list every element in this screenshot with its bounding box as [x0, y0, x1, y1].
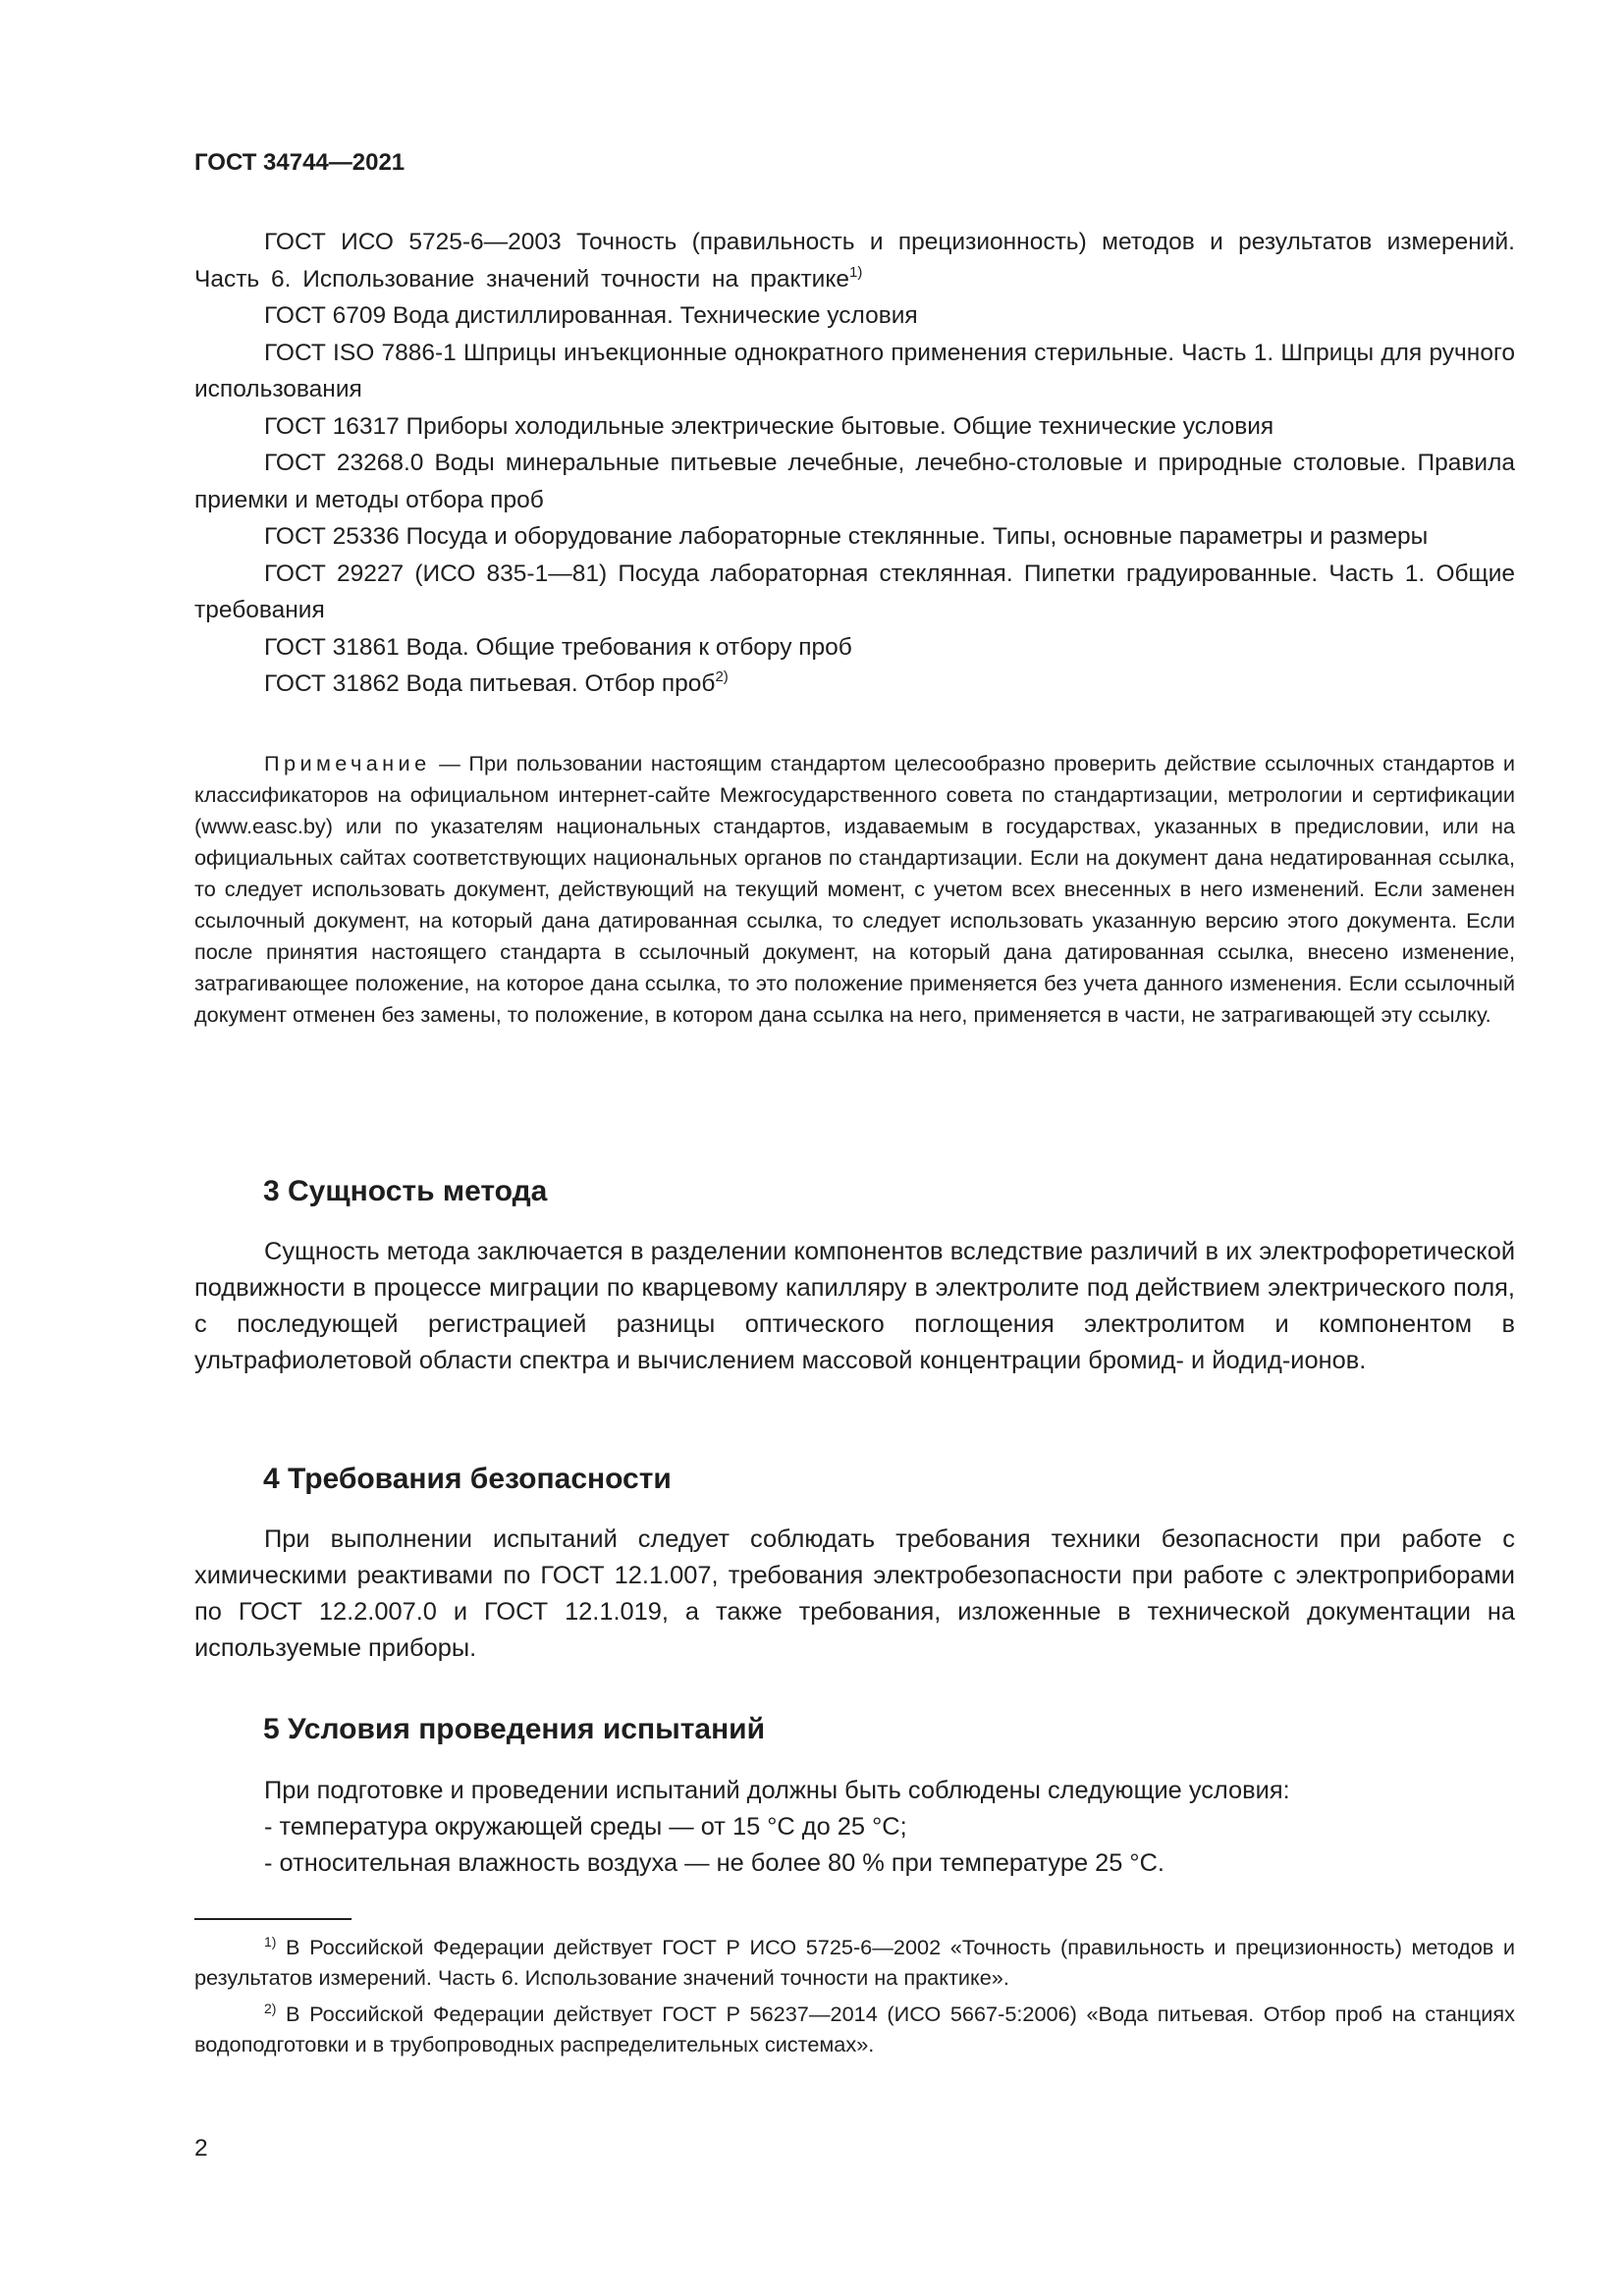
footnote-2: $^{2)}$ В Российской Федерации действует ГОСТ Р 56237—2014 (ИСО 5667-5:2006) «Вода питьевая. Отбор проб на станциях водоподготовки и в трубопроводных распределительных системах». — [194, 2001, 1515, 2056]
reference-item: ГОСТ 16317 Приборы холодильные электрические бытовые. Общие технические условия — [264, 412, 1274, 440]
footnote-divider — [194, 1918, 352, 1920]
section-3-heading: 3 Сущность метода — [263, 1175, 548, 1207]
footnotes — [194, 1932, 1515, 2059]
footnote-1: $^{1)}$ В Российской Федерации действует ГОСТ Р ИСО 5725-6—2002 «Точность (правильность и прецизионность) методов и результатов измерений. Часть 6. Использование значений точности на практике». — [194, 1934, 1515, 1990]
section-3-text: Сущность метода заключается в разделении компонентов вследствие различий в их электрофоретической подвижности в процессе миграции по кварцевому капилляру в электролите под действием электрического поля, с последующей регистрацией разницы оптического поглощения электролитом и компонентом в ультрафиолетовой области спектра и вычислением массовой концентрации бромид- и йодид-ионов. — [194, 1238, 1515, 1374]
reference-item: ГОСТ 29227 (ИСО 835-1—81) Посуда лабораторная стеклянная. Пипетки градуированные. Часть 1. Общие требования — [194, 560, 1515, 623]
reference-item: ГОСТ 31862 Вода питьевая. Отбор проб$^{2)}$ — [264, 668, 729, 697]
page-number: 2 — [194, 2135, 208, 2162]
note-paragraph — [194, 748, 1515, 1031]
reference-item: ГОСТ ISO 7886-1 Шприцы инъекционные однократного применения стерильные. Часть 1. Шприцы для ручного использования — [194, 339, 1515, 402]
reference-item: ГОСТ 6709 Вода дистиллированная. Технические условия — [264, 302, 918, 329]
note-label: Примечание — [264, 751, 431, 775]
document-header: ГОСТ 34744—2021 — [194, 149, 406, 176]
reference-item: ГОСТ ИСО 5725-6—2003 Точность (правильность и прецизионность) методов и результатов измерений. Часть 6. Использование значений точности на практике$^{1)}$ — [194, 229, 1515, 293]
section-4-heading: 4 Требования безопасности — [263, 1463, 672, 1495]
reference-item: ГОСТ 31861 Вода. Общие требования к отбору проб — [264, 633, 852, 661]
footnote-mark: 2) — [264, 2001, 277, 2016]
section-5-heading: 5 Условия проведения испытаний — [263, 1713, 766, 1745]
section-5-conditions — [194, 1773, 1515, 1882]
footnote-mark: 1) — [264, 1934, 277, 1949]
note-text: — При пользовании настоящим стандартом целесообразно проверить действие ссылочных стандартов и классификаторов на официальном интернет-сайте Межгосударственного совета по стандартизации, метрологии и сертификации (www.easc.by) или по указателям национальных стандартов, издаваемым в государствах, указанных в предисловии, или на официальных сайтах соответствующих национальных органов по стандартизации. Если на документ дана недатированная ссылка, то следует использовать документ, действующий на текущий момент, с учетом всех внесенных в него изменений. Если заменен ссылочный документ, на который дана датированная ссылка, то следует использовать указанную версию этого документа. Если после принятия настоящего стандарта в ссылочный документ, на который дана датированная ссылка, внесено изменение, затрагивающее положение, на которое дана ссылка, то это положение применяется без учета данного изменения. Если ссылочный документ отменен без замены, то положение, в котором дана ссылка на него, применяется в части, не затрагивающей эту ссылку. — [194, 751, 1515, 1027]
normative-references — [194, 224, 1515, 703]
condition-item: - температура окружающей среды — от 15 °С до 25 °С; — [264, 1813, 907, 1841]
footnote-marker[interactable]: 1) — [848, 263, 863, 281]
reference-item: ГОСТ 23268.0 Воды минеральные питьевые лечебные, лечебно-столовые и природные столовые. Правила приемки и методы отбора проб — [194, 450, 1515, 513]
conditions-intro: При подготовке и проведении испытаний должны быть соблюдены следующие условия: — [264, 1777, 1290, 1804]
reference-item: ГОСТ 25336 Посуда и оборудование лабораторные стеклянные. Типы, основные параметры и размеры — [264, 523, 1429, 550]
footnote-marker[interactable]: 2) — [715, 668, 729, 685]
section-4-text: При выполнении испытаний следует соблюдать требования техники безопасности при работе с химическими реактивами по ГОСТ 12.1.007, требования электробезопасности при работе с электроприборами по ГОСТ 12.2.007.0 и ГОСТ 12.1.019, а также требования, изложенные в технической документации на используемые приборы. — [194, 1525, 1515, 1662]
condition-item: - относительная влажность воздуха — не более 80 % при температуре 25 °С. — [264, 1849, 1164, 1877]
